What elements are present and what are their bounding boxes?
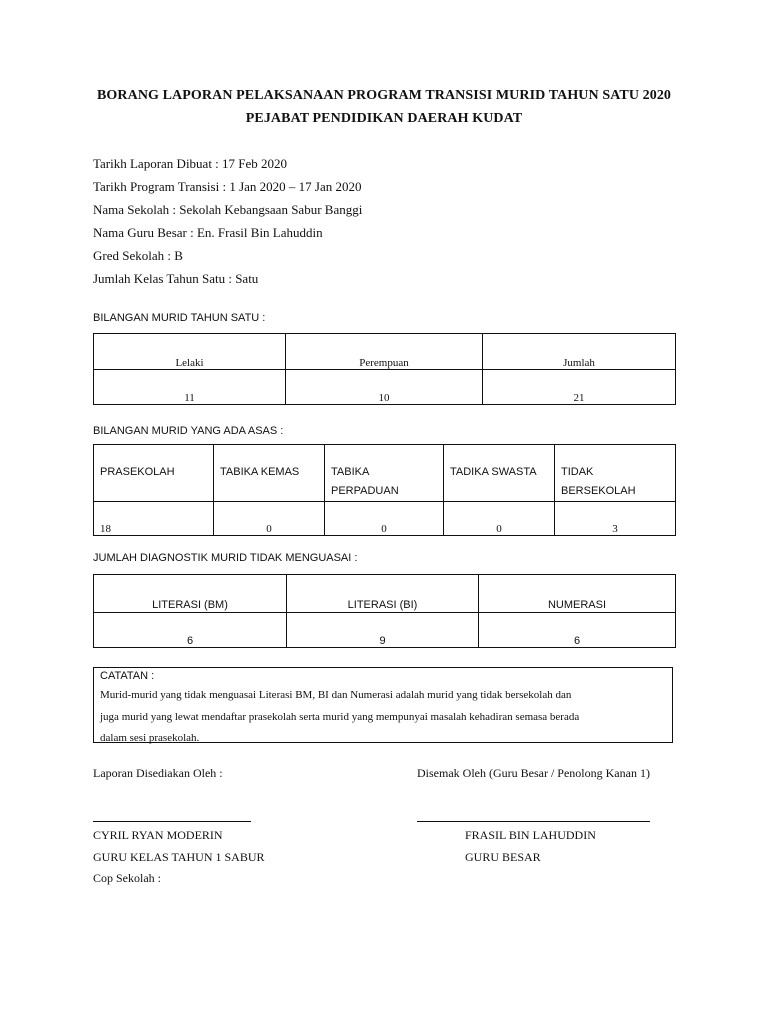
year-one-pupils-table [93,333,676,405]
program-date: Tarikh Program Transisi : 1 Jan 2020 – 17 Jan 2020 [93,179,362,194]
table-header-row [94,334,676,370]
header-total: Jumlah [483,334,676,370]
school-stamp-label: Cop Sekolah : [93,871,161,885]
value-tabika-perpaduan: 0 [325,502,444,536]
year-one-class-count: Jumlah Kelas Tahun Satu : Satu [93,271,259,286]
pupils-with-basics-table [93,444,676,536]
header-male: Lelaki [94,334,286,370]
notes-box [93,667,673,743]
report-date: Tarikh Laporan Dibuat : 17 Feb 2020 [93,156,288,171]
header-tadika-swasta: TADIKA SWASTA [444,445,555,502]
value-literacy-bi: 9 [287,613,479,648]
checker-name: FRASIL BIN LAHUDDIN [465,828,596,842]
value-total: 21 [483,370,676,405]
preparer-title: GURU KELAS TAHUN 1 SABUR [93,850,265,864]
header-not-schooled: TIDAK BERSEKOLAH [555,445,676,502]
notes-line: juga murid yang lewat mendaftar prasekolah serta murid yang mempunyai masalah kehadiran semasa berada [100,711,580,723]
pupils-with-basics-label: BILANGAN MURID YANG ADA ASAS : [93,425,284,437]
year-one-pupils-label: BILANGAN MURID TAHUN SATU : [93,312,266,324]
preparer-name: CYRIL RYAN MODERIN [93,828,223,842]
header-literacy-bm: LITERASI (BM) [94,575,287,613]
school-grade: Gred Sekolah : B [93,248,183,263]
checker-signature-line [417,821,650,822]
header-numeracy: NUMERASI [479,575,676,613]
header-tabika-perpaduan: TABIKA PERPADUAN [325,445,444,502]
value-not-schooled: 3 [555,502,676,536]
table-row [94,502,676,536]
header-tabika-kemas: TABIKA KEMAS [214,445,325,502]
value-tabika-kemas: 0 [214,502,325,536]
notes-label: CATATAN : [100,670,155,682]
report-subtitle: PEJABAT PENDIDIKAN DAERAH KUDAT [245,111,523,126]
value-numeracy: 6 [479,613,676,648]
checked-by-label: Disemak Oleh (Guru Besar / Penolong Kanan 1) [417,766,650,780]
header-female: Perempuan [286,334,483,370]
table-header-row [94,445,676,502]
table-row [94,613,676,648]
report-title: BORANG LAPORAN PELAKSANAAN PROGRAM TRANSISI MURID TAHUN SATU 2020 [96,88,672,103]
table-row [94,370,676,405]
diagnostic-table [93,574,676,648]
preparer-signature-line [93,821,251,822]
value-preschool: 18 [94,502,214,536]
value-literacy-bm: 6 [94,613,287,648]
diagnostic-label: JUMLAH DIAGNOSTIK MURID TIDAK MENGUASAI : [93,552,358,564]
value-male: 11 [94,370,286,405]
header-preschool: PRASEKOLAH [94,445,214,502]
header-literacy-bi: LITERASI (BI) [287,575,479,613]
table-header-row [94,575,676,613]
value-tadika-swasta: 0 [444,502,555,536]
notes-line: dalam sesi prasekolah. [100,732,200,744]
headmaster-name: Nama Guru Besar : En. Frasil Bin Lahuddin [93,225,323,240]
checker-title: GURU BESAR [465,850,541,864]
notes-line: Murid-murid yang tidak menguasai Literasi BM, BI dan Numerasi adalah murid yang tidak bersekolah dan [100,689,572,701]
value-female: 10 [286,370,483,405]
prepared-by-label: Laporan Disediakan Oleh : [93,766,223,780]
school-name: Nama Sekolah : Sekolah Kebangsaan Sabur Banggi [93,202,363,217]
